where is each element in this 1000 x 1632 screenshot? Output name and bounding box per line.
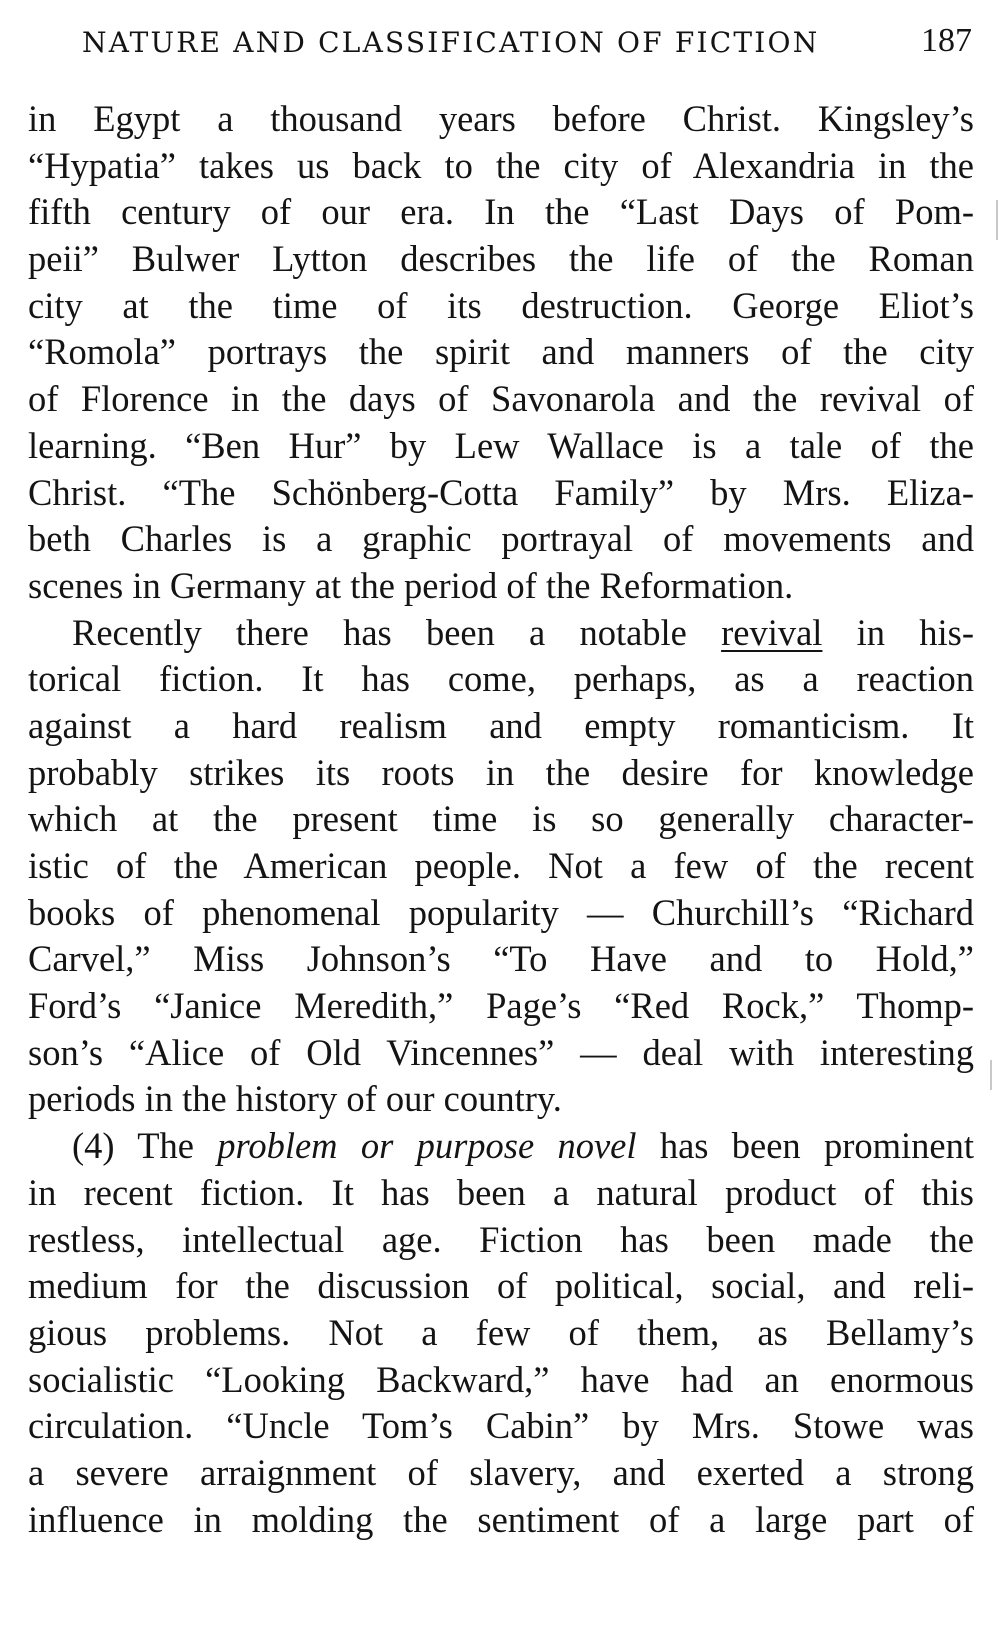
- body-text: [28, 96, 974, 1543]
- scan-mark: [990, 1060, 992, 1090]
- text-line: periods in the history of our country.: [28, 1078, 562, 1120]
- text-line: “Romola” portrays the spirit and manners of the city: [28, 331, 974, 373]
- text-line: which at the present time is so generally character-: [28, 798, 974, 840]
- text-line: of Florence in the days of Savonarola and the revival of: [28, 378, 974, 420]
- paragraph-revival-of-historical-fiction: [28, 610, 974, 1124]
- text-line: medium for the discussion of political, social, and reli-: [28, 1265, 974, 1307]
- text-line: son’s “Alice of Old Vincennes” — deal with interesting: [28, 1031, 974, 1073]
- text-line: books of phenomenal popularity — Churchill’s “Richard: [28, 891, 974, 933]
- italic-term: problem or purpose novel: [217, 1125, 637, 1167]
- text-run: Recently there has been a notable: [72, 611, 722, 653]
- text-line: in Egypt a thousand years before Christ. Kingsley’s: [28, 98, 974, 139]
- text-line: learning. “Ben Hur” by Lew Wallace is a tale of the: [28, 424, 974, 466]
- text-line: gious problems. Not a few of them, as Bellamy’s: [28, 1311, 974, 1353]
- running-head: [82, 18, 972, 68]
- page-number: 187: [921, 22, 972, 59]
- paragraph-historical-novels: [28, 96, 974, 610]
- text-line: city at the time of its destruction. George Eliot’s: [28, 284, 974, 326]
- text-line: beth Charles is a graphic portrayal of movements and: [28, 518, 974, 560]
- paragraph-problem-novel: [28, 1123, 974, 1543]
- text-line: torical fiction. It has come, perhaps, as a reaction: [28, 658, 974, 700]
- text-line: restless, intellectual age. Fiction has been made the: [28, 1218, 974, 1260]
- text-run: in his-: [822, 611, 974, 653]
- text-line: against a hard realism and empty romanticism. It: [28, 704, 974, 746]
- text-line: Carvel,” Miss Johnson’s “To Have and to Hold,”: [28, 938, 974, 980]
- text-line: influence in molding the sentiment of a large part of: [28, 1498, 974, 1540]
- text-line: Ford’s “Janice Meredith,” Page’s “Red Rock,” Thomp-: [28, 985, 974, 1027]
- text-line: socialistic “Looking Backward,” have had an enormous: [28, 1358, 974, 1400]
- text-line: “Hypatia” takes us back to the city of Alexandria in the: [28, 144, 974, 186]
- text-line: scenes in Germany at the period of the Reformation.: [28, 564, 794, 606]
- text-run: has been prominent: [636, 1125, 974, 1167]
- scan-mark: [996, 200, 998, 240]
- text-line: probably strikes its roots in the desire for knowledge: [28, 751, 974, 793]
- text-line: peii” Bulwer Lytton describes the life of the Roman: [28, 238, 974, 280]
- text-run: (4) The: [72, 1125, 218, 1167]
- text-line: istic of the American people. Not a few of the recent: [28, 845, 974, 886]
- text-line: a severe arraignment of slavery, and exerted a strong: [28, 1451, 974, 1493]
- text-line: circulation. “Uncle Tom’s Cabin” by Mrs. Stowe was: [28, 1405, 974, 1447]
- text-line: [28, 610, 974, 657]
- text-line: Christ. “The Schönberg-Cotta Family” by Mrs. Eliza-: [28, 471, 974, 513]
- underlined-word: revival: [721, 611, 823, 653]
- text-line: [28, 1123, 974, 1170]
- running-title: NATURE AND CLASSIFICATION OF FICTION: [82, 26, 820, 59]
- text-line: in recent fiction. It has been a natural product of this: [28, 1171, 974, 1213]
- text-line: fifth century of our era. In the “Last Days of Pom-: [28, 191, 974, 233]
